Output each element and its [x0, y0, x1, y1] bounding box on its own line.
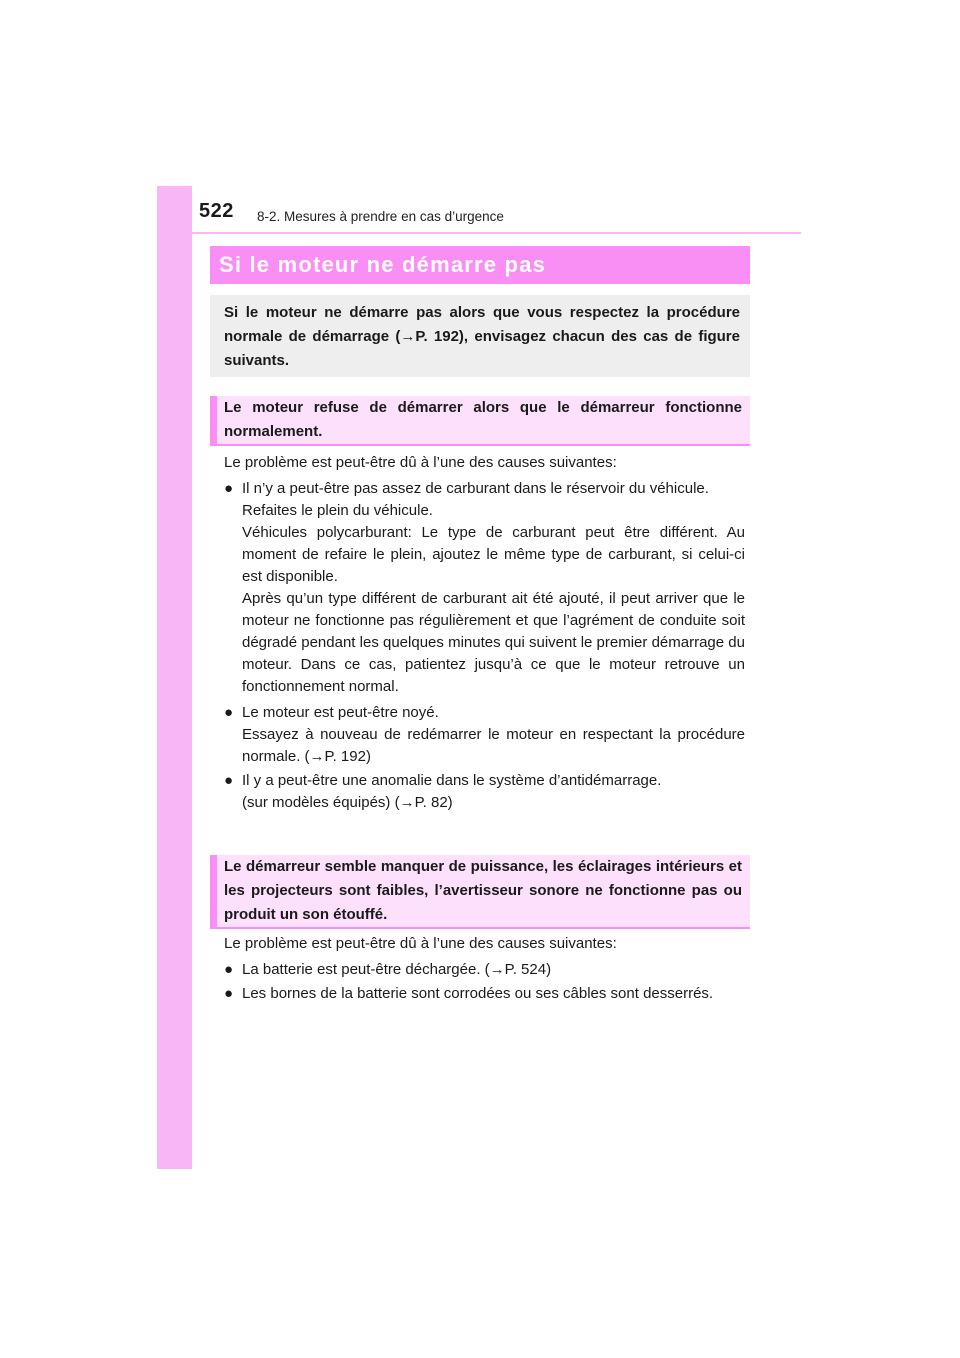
bullet-icon: ● [224, 480, 234, 497]
section2-body [224, 933, 745, 1005]
bullet-detail: (sur modèles équipés) (→P. 82) [242, 794, 453, 811]
page-number: 522 [199, 200, 234, 222]
bullet-detail: Essayez à nouveau de redémarrer le moteur en respectant la procédure normale. (→P. 192) [242, 726, 745, 765]
list-item [224, 770, 745, 814]
section1-lead: Le problème est peut-être dû à l’une des causes suivantes: [224, 454, 617, 471]
bullet-icon: ● [224, 961, 234, 978]
bullet-text: Les bornes de la batterie sont corrodées ou ses câbles sont desserrés. [242, 985, 714, 1002]
list-item [224, 983, 745, 1005]
bullet-text: Il y a peut-être une anomalie dans le système d’antidémarrage. [242, 772, 662, 789]
section2-heading: Le démarreur semble manquer de puissance, les éclairages intérieurs et les projecteurs sont faibles, l’avertisseur sonore ne fonctionne pas ou produit un son étouffé. [210, 855, 750, 929]
paragraph: Après qu’un type différent de carburant ait été ajouté, il peut arriver que le moteur ne fonctionne pas régulièrement et que l’agrément de conduite soit dégradé pendant les quelques minutes qui suivent le premier démarrage du moteur. Dans ce cas, patientez jusqu’à ce que le moteur retrouve un fonctionnement normal. [242, 590, 745, 695]
header-divider [192, 232, 801, 234]
list-item [224, 478, 745, 522]
intro-box: Si le moteur ne démarre pas alors que vous respectez la procédure normale de démarrage (→P. 192), envisagez chacun des cas de figure suivants. [210, 295, 750, 377]
page-title: Si le moteur ne démarre pas [219, 252, 547, 277]
section1-body [224, 452, 745, 814]
paragraph: Véhicules polycarburant: Le type de carburant peut être différent. Au moment de refaire le plein, ajoutez le même type de carburant, si celui-ci est disponible. [242, 524, 745, 585]
section-reference: 8-2. Mesures à prendre en cas d’urgence [257, 209, 504, 224]
list-item [224, 702, 745, 768]
bullet-detail: Refaites le plein du véhicule. [242, 502, 433, 519]
bullet-text: Le moteur est peut-être noyé. [242, 704, 439, 721]
bullet-text: La batterie est peut-être déchargée. (→P. 524) [242, 961, 552, 978]
section2-lead: Le problème est peut-être dû à l’une des causes suivantes: [224, 935, 617, 952]
chapter-side-tab [157, 186, 192, 1169]
bullet-text: Il n’y a peut-être pas assez de carburant dans le réservoir du véhicule. [242, 480, 709, 497]
bullet-icon: ● [224, 704, 234, 721]
title-banner [210, 246, 750, 284]
bullet-icon: ● [224, 772, 234, 789]
bullet-icon: ● [224, 985, 234, 1002]
list-item [224, 959, 745, 981]
section1-heading: Le moteur refuse de démarrer alors que le démarreur fonctionne normalement. [210, 396, 750, 446]
